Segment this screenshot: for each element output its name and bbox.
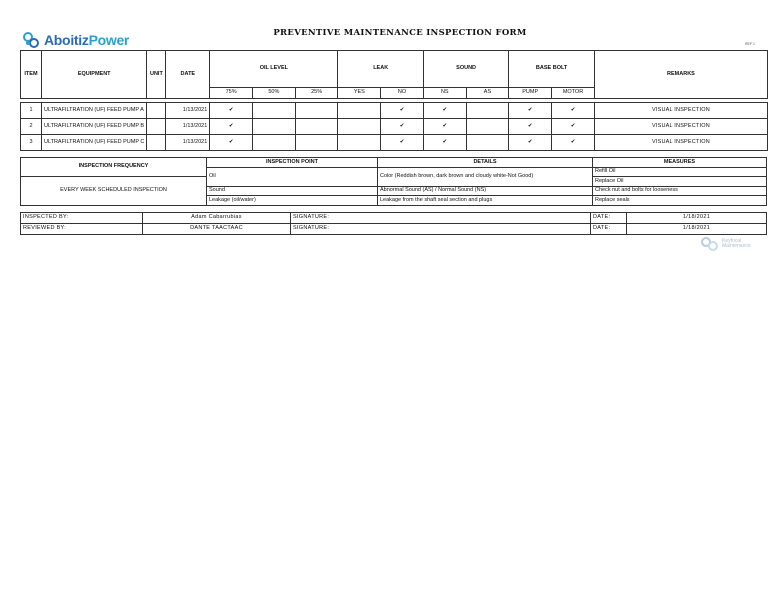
check-cell: ✔ [423,135,466,151]
details-sound: Abnormal Sound (AS) / Normal Sound (NS) [378,186,593,196]
inspection-details-table [20,157,767,206]
watermark [700,236,751,252]
sub-pump: PUMP [509,88,552,99]
row-remarks: VISUAL INSPECTION [594,119,767,135]
table-row [21,135,768,151]
row-unit [147,103,166,119]
point-oil: Oil [207,167,378,186]
check-cell: ✔ [381,119,424,135]
check-cell [466,103,509,119]
check-cell: ✔ [509,103,552,119]
row-equipment: ULTRAFILTRATION (UF) FEED PUMP A [41,103,146,119]
check-cell [252,103,295,119]
inspection-frequency-value: EVERY WEEK SCHEDULED INSPECTION [21,177,207,206]
check-cell: ✔ [423,103,466,119]
reviewed-date-label: DATE: [591,224,627,235]
check-cell: ✔ [381,135,424,151]
point-sound: Sound [207,186,378,196]
check-cell [338,103,381,119]
aboitiz-logo-icon [22,31,40,49]
check-cell: ✔ [210,135,253,151]
check-cell [252,119,295,135]
row-date: 1/13/2021 [166,103,210,119]
header-leak: LEAK [338,51,423,88]
row-item: 1 [21,103,42,119]
check-cell: ✔ [509,119,552,135]
inspection-frequency-label: INSPECTION FREQUENCY [21,158,207,177]
measure-replace-seals: Replace seals [593,196,767,206]
header-oil-level: OIL LEVEL [210,51,338,88]
row-equipment: ULTRAFILTRATION (UF) FEED PUMP B [41,119,146,135]
header-item: ITEM [21,51,42,99]
header-date: DATE [166,51,210,99]
check-cell [466,119,509,135]
check-cell: ✔ [210,103,253,119]
watermark-line2: Maintenance [722,243,751,249]
sub-motor: MOTOR [552,88,595,99]
sub-as: AS [466,88,509,99]
company-logo [22,30,129,50]
inspection-table [20,50,768,151]
check-cell: ✔ [552,135,595,151]
sub-25: 25% [295,88,338,99]
check-cell [295,103,338,119]
check-cell [295,135,338,151]
header-base-bolt: BASE BOLT [509,51,595,88]
row-unit [147,135,166,151]
sub-ns: NS [423,88,466,99]
row-remarks: VISUAL INSPECTION [594,103,767,119]
inspected-signature-label: SIGNATURE: [291,213,591,224]
check-cell: ✔ [381,103,424,119]
details-label: DETAILS [378,158,593,168]
inspection-point-label: INSPECTION POINT [207,158,378,168]
check-cell [295,119,338,135]
signoff-table [20,212,767,235]
row-item: 2 [21,119,42,135]
table-row [21,103,768,119]
header-equipment: EQUIPMENT [41,51,146,99]
header-sound: SOUND [423,51,508,88]
check-cell [466,135,509,151]
sub-50: 50% [252,88,295,99]
row-remarks: VISUAL INSPECTION [594,135,767,151]
check-cell: ✔ [423,119,466,135]
measure-replace-oil: Replace Oil [593,177,767,187]
details-leakage: Leakage from the shaft seal section and plugs [378,196,593,206]
check-cell [252,135,295,151]
document-code: REF 1 [745,42,755,46]
row-date: 1/13/2021 [166,119,210,135]
check-cell [338,135,381,151]
inspected-date: 1/18/2021 [627,213,767,224]
row-date: 1/13/2021 [166,135,210,151]
check-cell: ✔ [509,135,552,151]
sub-75: 75% [210,88,253,99]
header-unit: UNIT [147,51,166,99]
point-leakage: Leakage (oil/water) [207,196,378,206]
measure-refill-oil: Refill Oil [593,167,767,177]
check-cell: ✔ [552,103,595,119]
inspected-by-name: Adam Cabarrubias [143,213,291,224]
table-row [21,119,768,135]
measures-label: MEASURES [593,158,767,168]
reviewed-date: 1/18/2021 [627,224,767,235]
watermark-logo-icon [700,236,720,252]
reviewed-by-name: DANTE TAACTAAC [143,224,291,235]
watermark-line1: Keyfocal [722,237,742,244]
check-cell: ✔ [552,119,595,135]
sub-no: NO [381,88,424,99]
details-oil: Color (Reddish brown, dark brown and cloudy white-Not Good) [378,167,593,186]
row-equipment: ULTRAFILTRATION (UF) FEED PUMP C [41,135,146,151]
inspected-by-label: INSPECTED BY: [21,213,143,224]
row-item: 3 [21,135,42,151]
row-unit [147,119,166,135]
reviewed-by-label: REVIEWED BY: [21,224,143,235]
inspected-date-label: DATE: [591,213,627,224]
check-cell [338,119,381,135]
check-cell: ✔ [210,119,253,135]
brand-name: AboitizPower [44,32,130,48]
measure-check-bolts: Check nut and bolts for looseness [593,186,767,196]
reviewed-signature-label: SIGNATURE: [291,224,591,235]
header-remarks: REMARKS [594,51,767,99]
form-title: PREVENTIVE MAINTENANCE INSPECTION FORM [273,28,527,38]
sub-yes: YES [338,88,381,99]
